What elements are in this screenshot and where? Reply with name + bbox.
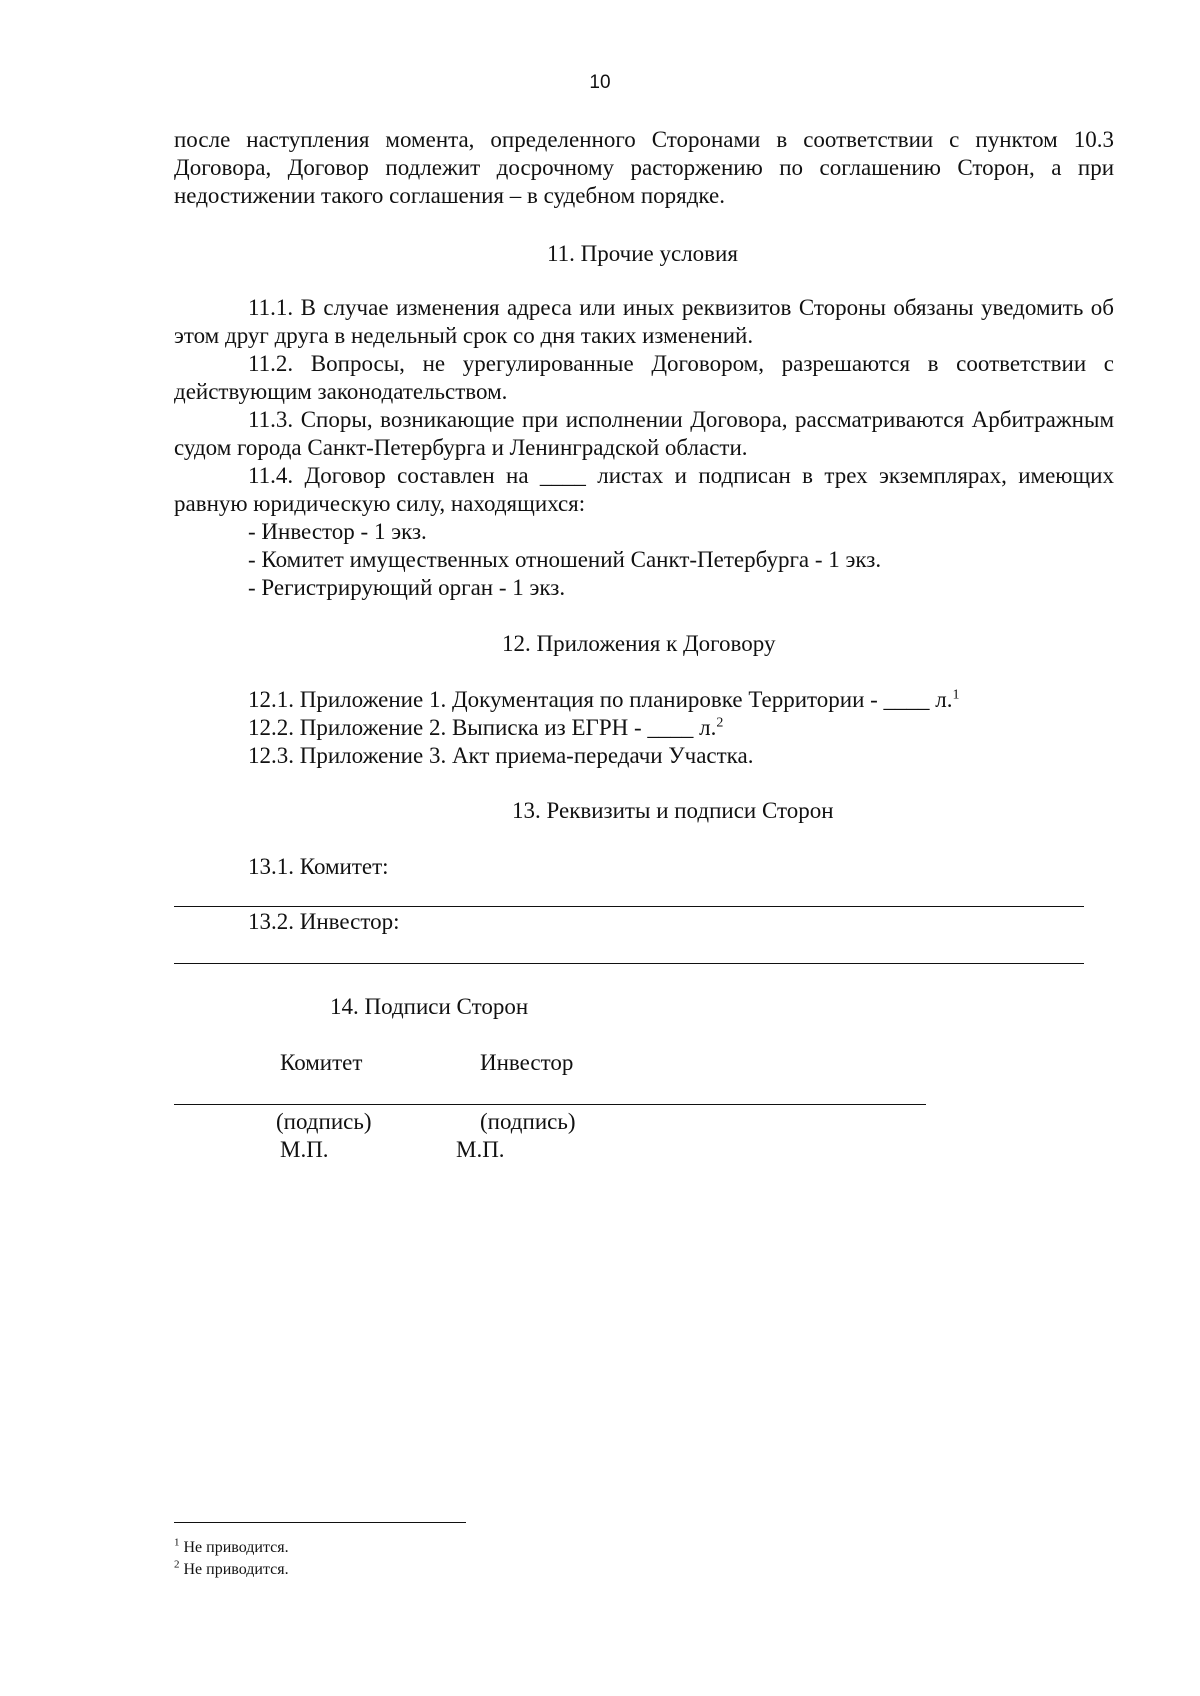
investor-signature-label: Инвестор <box>480 1050 574 1075</box>
appendix-item-3 <box>248 742 753 770</box>
appendix-item-3-text: 12.3. Приложение 3. Акт приема-передачи Участка. <box>248 743 754 768</box>
clause-11-4: 11.4. Договор составлен на ____ листах и подписан в трех экземплярах, имеющих равную юридическую силу, находящихся: <box>174 463 1114 516</box>
footnote-1-text: Не приводится. <box>183 1539 289 1556</box>
committee-requisites-line <box>174 906 1084 907</box>
footnote-ref-1: 1 <box>952 687 960 703</box>
footnote-1 <box>174 1538 289 1558</box>
copy-item-registry: - Регистрирующий орган - 1 экз. <box>248 575 566 600</box>
section-12-heading: 12. Приложения к Договору <box>502 631 776 656</box>
footnote-2 <box>174 1560 289 1580</box>
appendix-item-1-text: 12.1. Приложение 1. Документация по планировке Территории - ____ л. <box>248 687 953 712</box>
footnote-2-text: Не приводится. <box>183 1561 289 1578</box>
investor-signature-caption: (подпись) <box>480 1109 576 1134</box>
footnote-1-mark: 1 <box>174 1536 180 1549</box>
clause-11-3: 11.3. Споры, возникающие при исполнении Договора, рассматриваются Арбитражным судом города Санкт-Петербурга и Ленинградской области. <box>174 407 1114 460</box>
committee-signature-label: Комитет <box>280 1050 363 1075</box>
appendix-item-2 <box>248 714 723 742</box>
committee-signature-caption: (подпись) <box>276 1109 372 1134</box>
clause-11-1: 11.1. В случае изменения адреса или иных реквизитов Стороны обязаны уведомить об этом друг друга в недельный срок со дня таких изменений. <box>174 295 1114 348</box>
committee-stamp-label: М.П. <box>280 1137 329 1162</box>
copy-item-committee: - Комитет имущественных отношений Санкт-Петербурга - 1 экз. <box>248 547 882 572</box>
section-11-heading: 11. Прочие условия <box>547 241 738 266</box>
copy-item-investor: - Инвестор - 1 экз. <box>248 519 427 544</box>
footnote-separator <box>174 1522 466 1523</box>
committee-requisites-label: 13.1. Комитет: <box>248 854 389 879</box>
page-number: 10 <box>589 72 611 93</box>
clause-11-2: 11.2. Вопросы, не урегулированные Договором, разрешаются в соответствии с действующим законодательством. <box>174 351 1114 404</box>
section-14-heading: 14. Подписи Сторон <box>330 994 529 1019</box>
intro-paragraph: после наступления момента, определенного Сторонами в соответствии с пунктом 10.3 Договора, Договор подлежит досрочному расторжению по соглашению Сторон, а при недостижении такого соглашения – в судебном порядке. <box>174 127 1114 208</box>
investor-stamp-label: М.П. <box>456 1137 505 1162</box>
footnote-ref-2: 2 <box>716 715 724 731</box>
section-13-heading: 13. Реквизиты и подписи Сторон <box>512 798 834 823</box>
footnote-2-mark: 2 <box>174 1558 180 1571</box>
investor-requisites-label: 13.2. Инвестор: <box>248 909 400 934</box>
appendix-item-1 <box>248 686 960 714</box>
appendix-item-2-text: 12.2. Приложение 2. Выписка из ЕГРН - ____ л. <box>248 715 717 740</box>
investor-requisites-line <box>174 963 1084 964</box>
signature-line <box>174 1104 926 1105</box>
